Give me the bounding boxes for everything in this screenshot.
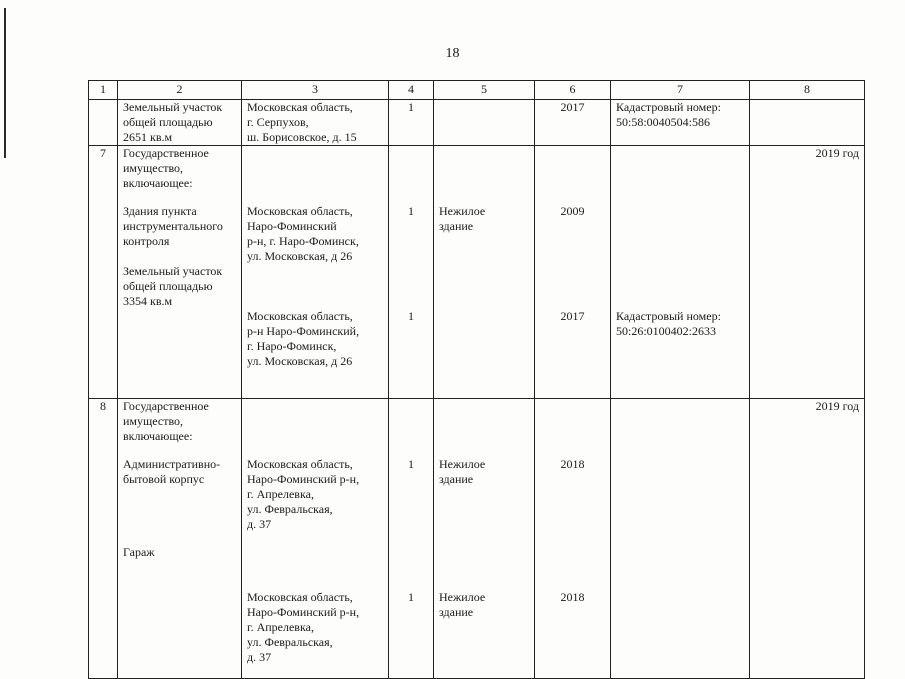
page-number: 18 (445, 46, 460, 61)
item-name-line: 3354 кв.м (123, 294, 173, 308)
group-label-line: имущество, (123, 161, 184, 175)
item-year: 2018 (560, 590, 585, 604)
item-address-line: Московская область, (247, 457, 353, 471)
item-address-line: ш. Борисовское, д. 15 (247, 130, 357, 144)
item-address-line: р-н Наро-Фоминский, (247, 324, 360, 338)
item-address-line: д. 37 (247, 650, 272, 664)
col-header: 6 (535, 81, 611, 100)
property-table (88, 80, 865, 679)
item-quantity: 1 (408, 309, 414, 323)
col-header: 8 (750, 81, 865, 100)
name-cell (118, 100, 242, 146)
item-address-line: г. Апрелевка, (247, 620, 314, 634)
item-note (616, 309, 744, 339)
year-built-cell (535, 146, 611, 399)
item-address-line: г. Наро-Фоминск, (247, 339, 337, 353)
type-cell (434, 146, 535, 399)
item-type (439, 590, 529, 620)
item-address-line: Московская область, (247, 309, 353, 323)
item-address (247, 590, 383, 665)
item-address-line: Наро-Фоминский р-н, (247, 472, 360, 486)
item-note (616, 100, 744, 130)
item-type (439, 457, 529, 487)
item-address (247, 309, 383, 369)
item-note-line: 50:26:0100402:2633 (616, 324, 717, 338)
group-label-line: Государственное (123, 146, 209, 160)
quantity-cell (389, 146, 434, 399)
group-label (123, 146, 236, 191)
type-cell (434, 399, 535, 679)
item-address-line: д. 37 (247, 517, 272, 531)
item-type-line: Нежилое (439, 457, 486, 471)
col-header: 1 (89, 81, 118, 100)
item-name-line: Административно- (123, 457, 221, 471)
quantity-cell (389, 399, 434, 679)
item-name-line: инструментального (123, 219, 223, 233)
year-text: 2019 год (815, 146, 859, 160)
item-name-line: контроля (123, 234, 170, 248)
item-quantity: 1 (408, 100, 414, 114)
item-year: 2009 (560, 204, 585, 218)
type-cell (434, 100, 535, 146)
item-address-line: Наро-Фоминский (247, 219, 337, 233)
year-built-cell (535, 399, 611, 679)
item-type-line: Нежилое (439, 204, 486, 218)
item-quantity: 1 (408, 457, 414, 471)
item-address-line: г. Серпухов, (247, 115, 309, 129)
item-address (247, 457, 383, 532)
item-address-line: ул. Февральская, (247, 502, 333, 516)
note-cell (611, 100, 750, 146)
name-cell (118, 146, 242, 399)
item-address-line: Московская область, (247, 100, 353, 114)
group-label-line: включающее: (123, 429, 193, 443)
item-address-line: г. Апрелевка, (247, 487, 314, 501)
group-label-line: включающее: (123, 176, 193, 190)
item-address-line: р-н, г. Наро-Фоминск, (247, 234, 359, 248)
item-address-line: Московская область, (247, 590, 353, 604)
item-note-line: 50:58:0040504:586 (616, 115, 711, 129)
item-address-line: ул. Московская, д 26 (247, 354, 353, 368)
row-number (89, 146, 118, 399)
item-address-line: Московская область, (247, 204, 353, 218)
address-cell (242, 146, 389, 399)
header-row (89, 81, 865, 100)
col-header: 3 (242, 81, 389, 100)
item-type-line: здание (439, 219, 474, 233)
item-year: 2017 (560, 309, 585, 323)
year-cell (750, 146, 865, 399)
item-address-line: ул. Московская, д 26 (247, 249, 353, 263)
row-number-text: 7 (100, 146, 106, 160)
name-cell (118, 399, 242, 679)
col-header: 5 (434, 81, 535, 100)
year-cell (750, 399, 865, 679)
item-year: 2017 (560, 100, 585, 114)
item-name-line: бытовой корпус (123, 472, 205, 486)
row-number (89, 399, 118, 679)
item-quantity: 1 (408, 590, 414, 604)
table-row (89, 100, 865, 146)
item-note-line: Кадастровый номер: (616, 309, 721, 323)
item-name-line: Земельный участок (123, 264, 223, 278)
item-type-line: здание (439, 605, 474, 619)
item-name (123, 457, 236, 487)
group-label (123, 399, 236, 444)
item-name (123, 264, 236, 309)
item-address-line: ул. Февральская, (247, 635, 333, 649)
item-name-line: Земельный участок (123, 100, 223, 114)
item-type (439, 204, 529, 234)
scan-edge-mark (4, 8, 6, 158)
col-header: 7 (611, 81, 750, 100)
item-name (123, 100, 236, 145)
item-note-line: Кадастровый номер: (616, 100, 721, 114)
item-quantity: 1 (408, 204, 414, 218)
item-address-line: Наро-Фоминский р-н, (247, 605, 360, 619)
group-label-line: Государственное (123, 399, 209, 413)
item-address (247, 100, 383, 145)
item-type-line: Нежилое (439, 590, 486, 604)
quantity-cell (389, 100, 434, 146)
row-number (89, 100, 118, 146)
col-header: 4 (389, 81, 434, 100)
item-year: 2018 (560, 457, 585, 471)
item-name-line: Здания пункта (123, 204, 197, 218)
table-row (89, 399, 865, 679)
row-number-text: 8 (100, 399, 106, 413)
address-cell (242, 399, 389, 679)
year-text: 2019 год (815, 399, 859, 413)
item-name (123, 204, 236, 249)
table-row (89, 146, 865, 399)
item-name-line: Гараж (123, 545, 155, 559)
item-name (123, 545, 236, 560)
year-cell (750, 100, 865, 146)
group-label-line: имущество, (123, 414, 184, 428)
note-cell (611, 146, 750, 399)
address-cell (242, 100, 389, 146)
year-built-cell (535, 100, 611, 146)
item-name-line: общей площадью (123, 115, 213, 129)
item-name-line: 2651 кв.м (123, 130, 173, 144)
col-header: 2 (118, 81, 242, 100)
item-address (247, 204, 383, 264)
item-name-line: общей площадью (123, 279, 213, 293)
item-type-line: здание (439, 472, 474, 486)
note-cell (611, 399, 750, 679)
